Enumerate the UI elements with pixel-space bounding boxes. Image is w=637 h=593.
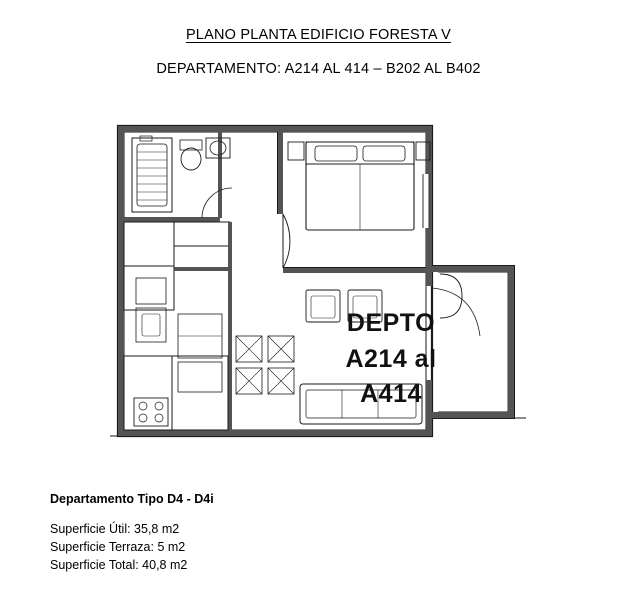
surface-useful: Superficie Útil: 35,8 m2 — [50, 522, 180, 536]
nightstand-left-icon — [288, 142, 304, 160]
sofa-icon — [300, 384, 422, 424]
bedroom — [278, 132, 430, 273]
header-block — [0, 26, 637, 77]
outer-walls — [118, 126, 432, 436]
living-dining — [236, 290, 422, 424]
page-subtitle: DEPARTAMENTO: A214 AL 414 – B202 AL B402 — [156, 61, 481, 77]
armchair-right-icon — [348, 290, 382, 322]
surface-total: Superficie Total: 40,8 m2 — [50, 558, 188, 573]
depto-label-line1: DEPTO — [346, 309, 436, 337]
depto-label-line2: A214 al — [345, 344, 437, 373]
floor-plan — [110, 118, 530, 458]
depto-label-line3: A414 — [360, 380, 422, 408]
floor-plan-drawing — [110, 118, 530, 458]
toilet-icon — [180, 140, 202, 170]
page-title: PLANO PLANTA EDIFICIO FORESTA V — [185, 27, 452, 43]
double-bed-icon — [306, 142, 414, 230]
bathroom — [124, 132, 232, 222]
dining-chairs-icon — [236, 336, 294, 394]
surface-terrace: Superficie Terraza: 5 m2 — [50, 540, 186, 555]
footer-block — [50, 492, 570, 574]
stove-icon — [134, 398, 168, 426]
armchair-left-icon — [306, 290, 340, 322]
apartment-type-title: Departamento Tipo D4 - D4i — [50, 492, 214, 506]
terrace-outline — [432, 266, 514, 418]
kitchen — [124, 314, 228, 430]
shower-icon — [132, 136, 172, 212]
